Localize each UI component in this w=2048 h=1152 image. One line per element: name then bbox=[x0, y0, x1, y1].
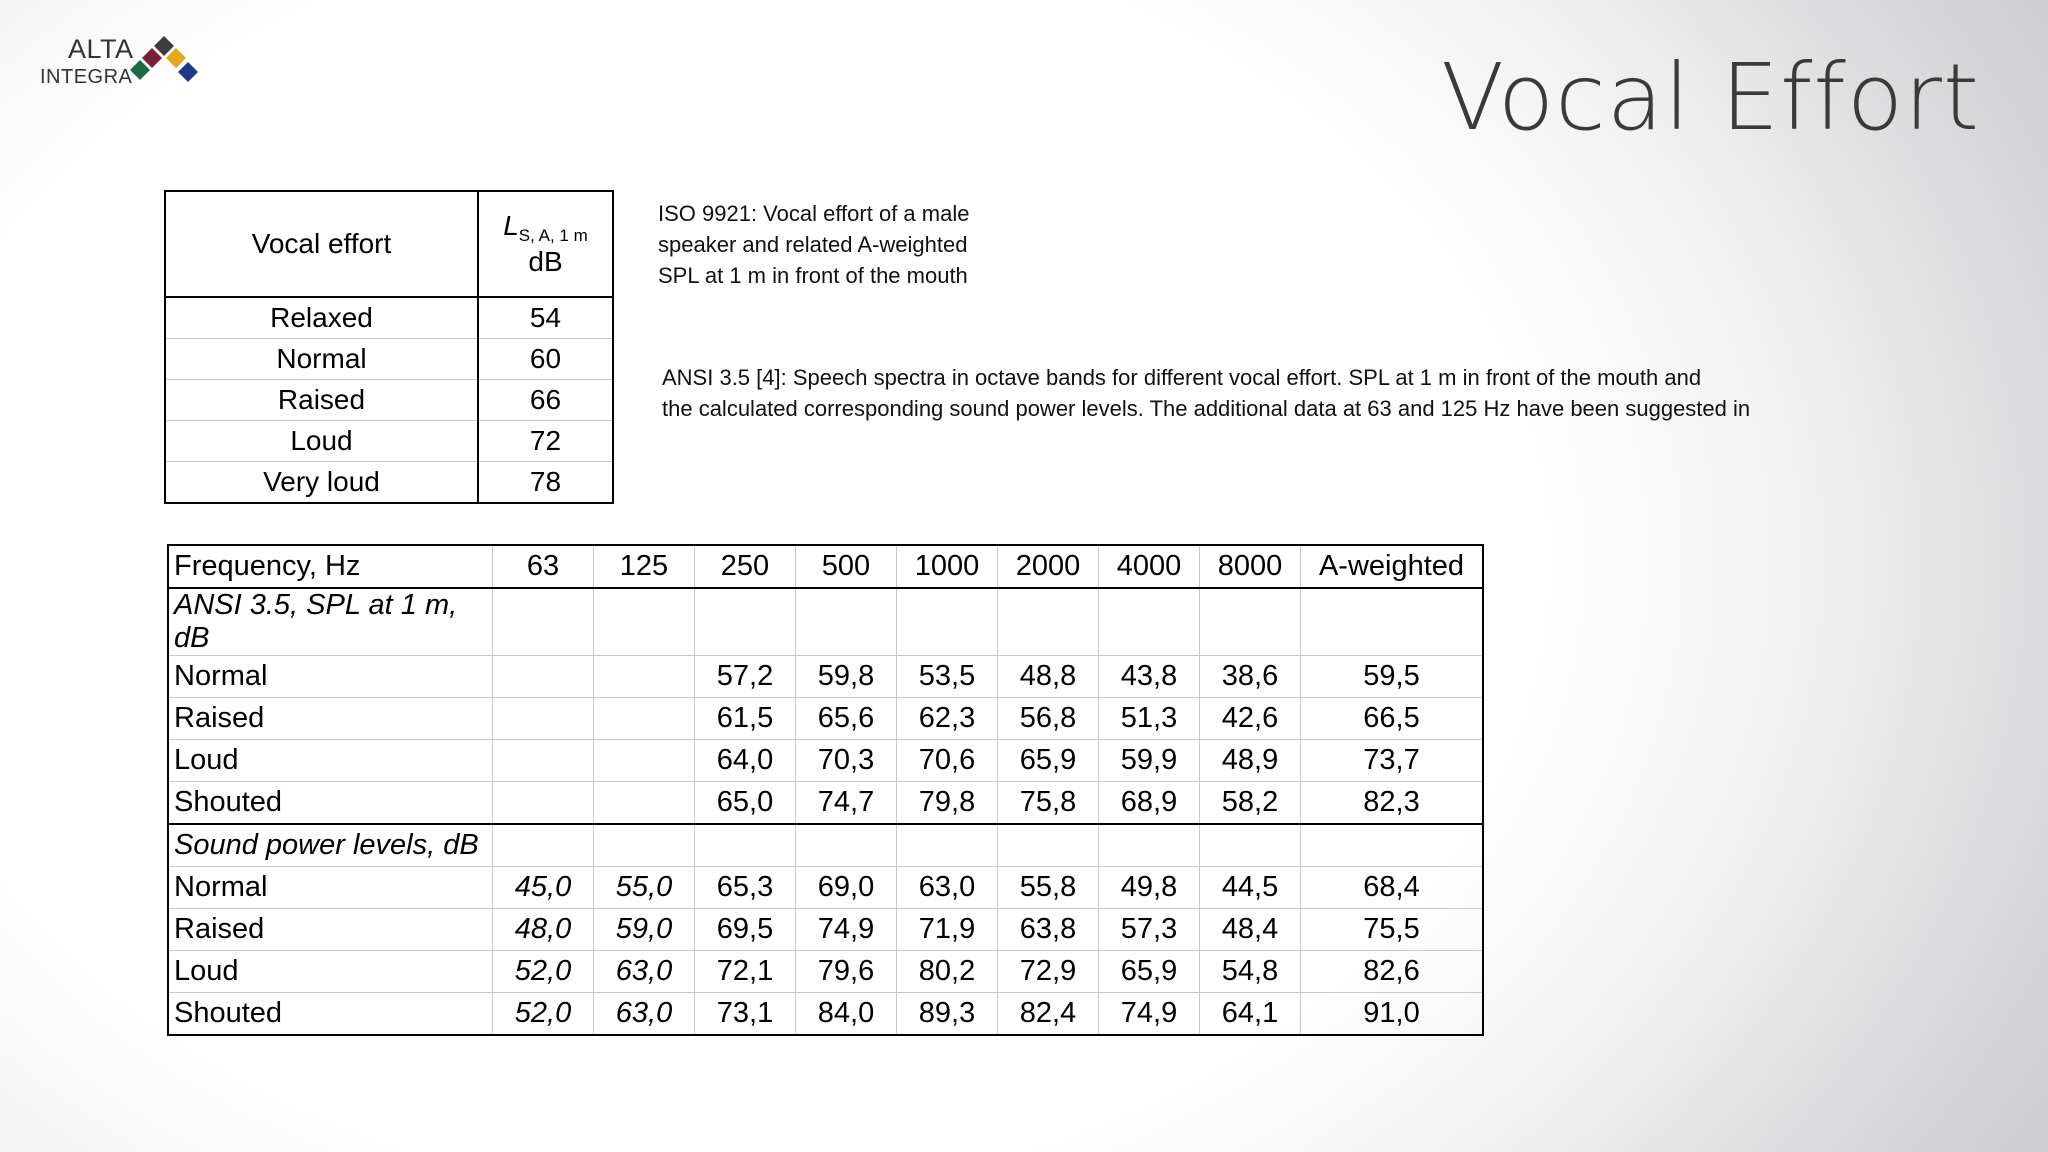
table-cell: 63 bbox=[493, 545, 594, 588]
table-cell: 68,9 bbox=[1099, 782, 1200, 825]
table-row bbox=[165, 462, 613, 504]
table-cell: Normal bbox=[168, 867, 493, 909]
table-cell: 62,3 bbox=[897, 698, 998, 740]
level-cell: 60 bbox=[478, 339, 613, 380]
table-cell: 48,0 bbox=[493, 909, 594, 951]
table-cell bbox=[695, 824, 796, 867]
table-cell: 53,5 bbox=[897, 656, 998, 698]
header-vocal-effort: Vocal effort bbox=[165, 191, 478, 297]
table-cell: 63,8 bbox=[998, 909, 1099, 951]
vocal-effort-table bbox=[164, 190, 614, 504]
table-cell: 4000 bbox=[1099, 545, 1200, 588]
ansi-note bbox=[662, 362, 1922, 424]
table-cell: 69,0 bbox=[796, 867, 897, 909]
table-row bbox=[165, 421, 613, 462]
table-cell bbox=[493, 656, 594, 698]
vocal-effort-cell: Raised bbox=[165, 380, 478, 421]
table-cell bbox=[594, 656, 695, 698]
table-cell: 8000 bbox=[1200, 545, 1301, 588]
table-cell: Normal bbox=[168, 656, 493, 698]
table-cell: 43,8 bbox=[1099, 656, 1200, 698]
table-cell: 74,9 bbox=[796, 909, 897, 951]
table-cell: 56,8 bbox=[998, 698, 1099, 740]
table-row bbox=[165, 297, 613, 339]
table-cell bbox=[1099, 588, 1200, 656]
table-cell: 250 bbox=[695, 545, 796, 588]
table-cell: 38,6 bbox=[1200, 656, 1301, 698]
table-cell: 89,3 bbox=[897, 993, 998, 1036]
table-cell: 79,6 bbox=[796, 951, 897, 993]
table-cell bbox=[594, 588, 695, 656]
table-cell: 2000 bbox=[998, 545, 1099, 588]
table-cell: Raised bbox=[168, 698, 493, 740]
table-cell: Shouted bbox=[168, 993, 493, 1036]
alta-integra-logo bbox=[36, 28, 226, 98]
table-cell: 75,5 bbox=[1301, 909, 1484, 951]
table-cell: 59,8 bbox=[796, 656, 897, 698]
vocal-effort-cell: Relaxed bbox=[165, 297, 478, 339]
table-row bbox=[165, 339, 613, 380]
table-cell bbox=[493, 782, 594, 825]
level-cell: 72 bbox=[478, 421, 613, 462]
table-cell: 66,5 bbox=[1301, 698, 1484, 740]
table-cell: 52,0 bbox=[493, 993, 594, 1036]
table-row bbox=[168, 867, 1483, 909]
table-cell: 48,4 bbox=[1200, 909, 1301, 951]
table-cell: 75,8 bbox=[998, 782, 1099, 825]
table-cell: 42,6 bbox=[1200, 698, 1301, 740]
table-cell: 80,2 bbox=[897, 951, 998, 993]
vocal-effort-cell: Normal bbox=[165, 339, 478, 380]
table-cell: 59,0 bbox=[594, 909, 695, 951]
table-cell bbox=[493, 588, 594, 656]
table-cell: 51,3 bbox=[1099, 698, 1200, 740]
table-cell bbox=[493, 698, 594, 740]
table-cell: 59,5 bbox=[1301, 656, 1484, 698]
table-cell: 68,4 bbox=[1301, 867, 1484, 909]
page-title: Vocal Effort bbox=[1441, 44, 1980, 151]
ansi-note-line1: ANSI 3.5 [4]: Speech spectra in octave bands for different vocal effort. SPL at 1 m in front of the mouth and bbox=[662, 365, 1702, 390]
table-cell bbox=[897, 824, 998, 867]
table-cell bbox=[796, 588, 897, 656]
table-row bbox=[168, 909, 1483, 951]
table-row bbox=[165, 380, 613, 421]
table-cell: 55,0 bbox=[594, 867, 695, 909]
table-cell: 73,7 bbox=[1301, 740, 1484, 782]
table-cell: 65,0 bbox=[695, 782, 796, 825]
table-row bbox=[168, 993, 1483, 1036]
table-cell bbox=[594, 740, 695, 782]
logo-diamonds-icon bbox=[128, 28, 218, 92]
table-cell: 48,8 bbox=[998, 656, 1099, 698]
table-cell: 84,0 bbox=[796, 993, 897, 1036]
iso-9921-note: ISO 9921: Vocal effort of a male speaker and related A-weighted SPL at 1 m in front of the mouth bbox=[658, 201, 970, 288]
table-row bbox=[168, 782, 1483, 825]
section-row bbox=[168, 588, 1483, 656]
table-cell bbox=[998, 824, 1099, 867]
table-cell bbox=[1200, 824, 1301, 867]
octave-band-table bbox=[167, 544, 1484, 1036]
table-cell: 91,0 bbox=[1301, 993, 1484, 1036]
ansi-note-line2: the calculated corresponding sound power levels. The additional data at 63 and 125 Hz have been suggested in bbox=[662, 396, 1751, 421]
section-label: ANSI 3.5, SPL at 1 m, dB bbox=[168, 588, 493, 656]
section-label: Sound power levels, dB bbox=[168, 824, 493, 867]
table-cell: Shouted bbox=[168, 782, 493, 825]
level-cell: 78 bbox=[478, 462, 613, 504]
table-cell: 57,2 bbox=[695, 656, 796, 698]
table-cell: 65,9 bbox=[998, 740, 1099, 782]
table-cell: 82,6 bbox=[1301, 951, 1484, 993]
table-cell: 44,5 bbox=[1200, 867, 1301, 909]
logo-text-integra: INTEGRA bbox=[40, 66, 133, 88]
table-cell: 65,3 bbox=[695, 867, 796, 909]
table-cell: 55,8 bbox=[998, 867, 1099, 909]
table-cell bbox=[594, 782, 695, 825]
table-cell: 72,9 bbox=[998, 951, 1099, 993]
table-cell: Loud bbox=[168, 740, 493, 782]
table-cell: 63,0 bbox=[594, 993, 695, 1036]
table-cell: 82,3 bbox=[1301, 782, 1484, 825]
table-cell: 63,0 bbox=[897, 867, 998, 909]
header-level-unit: dB bbox=[528, 246, 563, 277]
table-cell bbox=[897, 588, 998, 656]
table-cell: 82,4 bbox=[998, 993, 1099, 1036]
table-cell: 65,9 bbox=[1099, 951, 1200, 993]
table-cell bbox=[695, 588, 796, 656]
section-row bbox=[168, 824, 1483, 867]
table-cell: 64,0 bbox=[695, 740, 796, 782]
table-cell: 65,6 bbox=[796, 698, 897, 740]
table-cell: 70,6 bbox=[897, 740, 998, 782]
table-cell bbox=[594, 698, 695, 740]
table-row bbox=[168, 656, 1483, 698]
table-cell bbox=[998, 588, 1099, 656]
table-cell: Raised bbox=[168, 909, 493, 951]
table-row bbox=[168, 545, 1483, 588]
level-cell: 66 bbox=[478, 380, 613, 421]
table-cell: 52,0 bbox=[493, 951, 594, 993]
table-cell: Loud bbox=[168, 951, 493, 993]
table-cell: 72,1 bbox=[695, 951, 796, 993]
table-cell: 79,8 bbox=[897, 782, 998, 825]
header-level bbox=[478, 191, 613, 297]
table-cell bbox=[1301, 588, 1484, 656]
table-cell bbox=[594, 824, 695, 867]
table-cell: A-weighted bbox=[1301, 545, 1484, 588]
table-cell bbox=[493, 824, 594, 867]
table-cell: 70,3 bbox=[796, 740, 897, 782]
table-cell: 45,0 bbox=[493, 867, 594, 909]
table-cell bbox=[493, 740, 594, 782]
table-cell: 74,7 bbox=[796, 782, 897, 825]
table-cell: 58,2 bbox=[1200, 782, 1301, 825]
table-cell: 1000 bbox=[897, 545, 998, 588]
vocal-effort-cell: Very loud bbox=[165, 462, 478, 504]
table-cell: 48,9 bbox=[1200, 740, 1301, 782]
table-cell: 125 bbox=[594, 545, 695, 588]
table-cell bbox=[1301, 824, 1484, 867]
vocal-effort-cell: Loud bbox=[165, 421, 478, 462]
table-cell bbox=[796, 824, 897, 867]
table-cell: 59,9 bbox=[1099, 740, 1200, 782]
table-cell: 57,3 bbox=[1099, 909, 1200, 951]
table-cell: 73,1 bbox=[695, 993, 796, 1036]
level-cell: 54 bbox=[478, 297, 613, 339]
table-cell: 74,9 bbox=[1099, 993, 1200, 1036]
table-cell: 61,5 bbox=[695, 698, 796, 740]
header-level-symbol: $L_{S, A, 1 m}$ bbox=[503, 210, 588, 245]
table-cell: 54,8 bbox=[1200, 951, 1301, 993]
logo-text-alta: ALTA bbox=[68, 34, 134, 64]
table-cell: Frequency, Hz bbox=[168, 545, 493, 588]
vocal-effort-header-row bbox=[165, 191, 613, 297]
table-cell: 63,0 bbox=[594, 951, 695, 993]
table-row bbox=[168, 698, 1483, 740]
table-row bbox=[168, 951, 1483, 993]
table-cell: 49,8 bbox=[1099, 867, 1200, 909]
table-cell: 71,9 bbox=[897, 909, 998, 951]
table-row bbox=[168, 740, 1483, 782]
table-cell bbox=[1200, 588, 1301, 656]
table-cell: 64,1 bbox=[1200, 993, 1301, 1036]
table-cell: 69,5 bbox=[695, 909, 796, 951]
table-cell bbox=[1099, 824, 1200, 867]
table-cell: 500 bbox=[796, 545, 897, 588]
